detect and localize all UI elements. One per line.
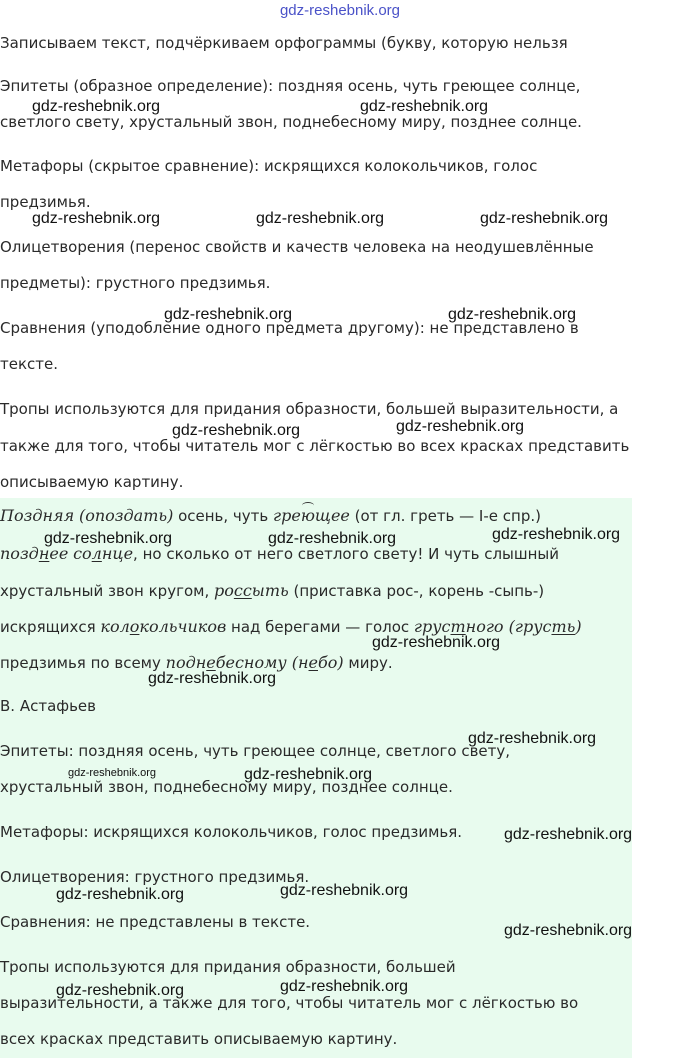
text-fragment: искрящихся [0,618,101,636]
watermark: gdz-reshebnik.org [256,210,385,227]
watermark: gdz-reshebnik.org [372,634,501,651]
watermark: gdz-reshebnik.org [56,886,185,903]
watermark: gdz-reshebnik.org [164,306,293,323]
watermark: gdz-reshebnik.org [280,882,409,899]
text-fragment: над берегами — голос [226,618,414,636]
intro-line-10: Тропы используются для придания образности, большей выразительности, а [0,400,619,418]
watermark: gdz-reshebnik.org [396,418,525,435]
intro-line-9: тексте. [0,355,59,373]
word-rossyt: россыть [213,581,289,600]
text-line-3 [0,581,544,600]
check-word-grust: грусть) [514,617,582,636]
text-line-1 [0,506,541,525]
word-greyushchee: греющее [273,506,350,525]
watermark: gdz-reshebnik.org [32,210,161,227]
watermark: gdz-reshebnik.org [280,978,409,995]
watermark: gdz-reshebnik.org [244,766,373,783]
intro-line-6: Олицетворения (перенос свойств и качеств человека на неодушевлённые [0,238,594,256]
watermark: gdz-reshebnik.org [68,767,157,779]
summary-line-3: Метафоры: искрящихся колокольчиков, голос предзимья. [0,823,463,841]
watermark: gdz-reshebnik.org [504,922,633,939]
summary-line-5: Сравнения: не представлены в тексте. [0,913,311,931]
author: В. Астафьев [0,697,96,715]
text-line-4: искрящихся колокольчиков над берегами — голос грустного (грусть) [0,617,582,636]
watermark: gdz-reshebnik.org [468,730,597,747]
summary-line-8: всех красках представить описываемую картину. [0,1030,398,1048]
text-line-5: предзимья по всему поднебесному (небо) миру. [0,653,393,672]
watermark: gdz-reshebnik.org [32,98,161,115]
watermark: gdz-reshebnik.org [480,210,609,227]
text-fragment: (от гл. греть — I-е спр.) [349,507,541,525]
text-fragment: , но сколько от него светлого свету! И чуть слышный [133,545,560,563]
watermark: gdz-reshebnik.org [492,526,621,543]
watermark: gdz-reshebnik.org [268,530,397,547]
watermark: gdz-reshebnik.org [148,670,277,687]
text-fragment: осень, чуть [173,507,274,525]
text-fragment: предзимья по всему [0,654,166,672]
word-kolokolchikov: колокольчиков [100,617,227,636]
intro-line-8: Сравнения (уподобление одного предмета другому): не представлено в [0,319,579,337]
text-fragment: миру. [343,654,393,672]
intro-line-12: описываемую картину. [0,473,184,491]
watermark: gdz-reshebnik.org [504,826,633,843]
check-word-nebo: небо) [297,653,344,672]
site-header-link[interactable]: gdz-reshebnik.org [279,2,401,19]
summary-line-7: выразительности, а также для того, чтобы читатель мог с лёгкостью во [0,994,579,1012]
summary-line-4: Олицетворения: грустного предзимья. [0,868,310,886]
summary-line-6: Тропы используются для придания образности, большей [0,958,456,976]
watermark: gdz-reshebnik.org [44,530,173,547]
word-podnebesnomu: поднебесному [165,653,287,672]
watermark: gdz-reshebnik.org [56,982,185,999]
summary-line-2: хрустальный звон, поднебесному миру, позднее солнце. [0,778,453,796]
word-pozdnee: позднее [0,544,69,563]
word-solntse: солнце [73,544,134,563]
intro-line-5: предзимья. [0,193,91,211]
text-fragment: хрустальный звон кругом, [0,582,214,600]
intro-line-4: Метафоры (скрытое сравнение): искрящихся колокольчиков, голос [0,157,538,175]
word-grustnogo: грустного [413,617,504,636]
suffix-arc-mark: ю [300,506,315,525]
summary-line-1: Эпитеты: поздняя осень, чуть греющее солнце, светлого свету, [0,742,511,760]
watermark: gdz-reshebnik.org [360,98,489,115]
intro-line-3: светлого свету, хрустальный звон, поднебесному миру, позднее солнце. [0,113,582,131]
intro-line-1: Записываем текст, подчёркиваем орфограммы (букву, которую нельзя [0,34,568,52]
intro-line-2: Эпитеты (образное определение): поздняя осень, чуть греющее солнце, [0,77,581,95]
text-fragment: (приставка рос-, корень -сыпь-) [288,582,545,600]
word-pozdnyaya: Поздняя [0,506,75,525]
check-word-opozdat: (опоздать) [78,506,174,525]
watermark: gdz-reshebnik.org [448,306,577,323]
intro-line-11: также для того, чтобы читатель мог с лёгкостью во всех красках представить [0,437,630,455]
intro-line-7: предметы): грустного предзимья. [0,274,271,292]
watermark: gdz-reshebnik.org [172,422,301,439]
